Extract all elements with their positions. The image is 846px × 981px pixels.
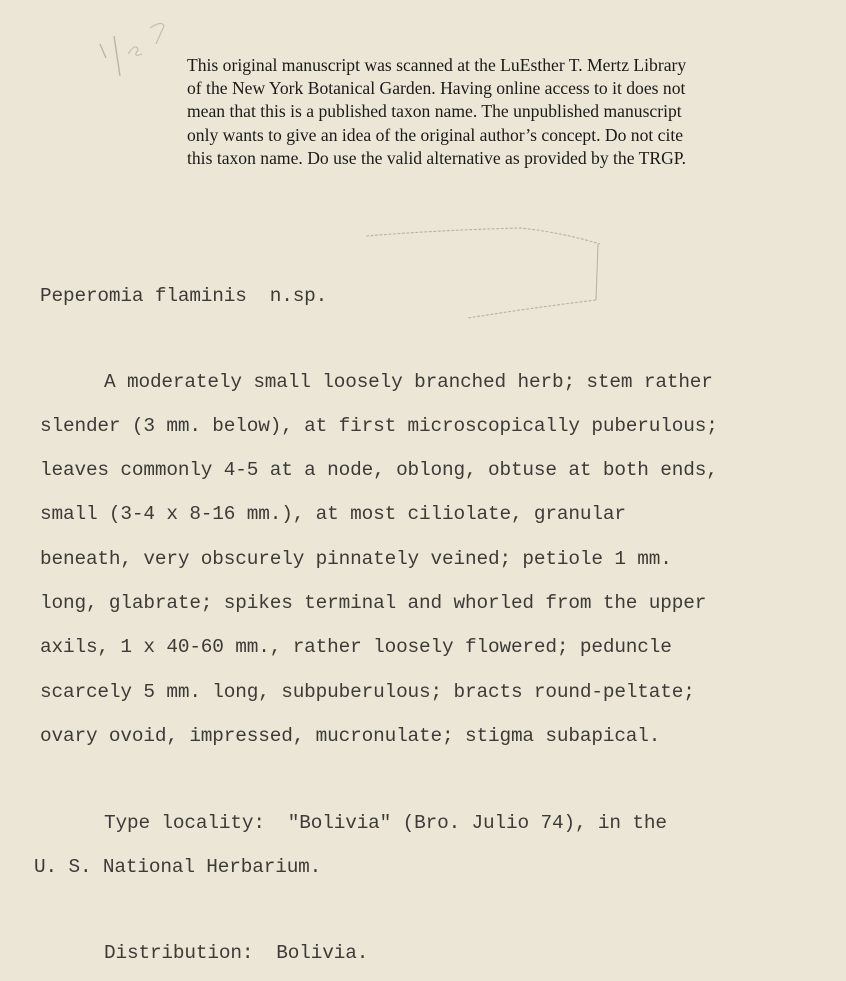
description-line: long, glabrate; spikes terminal and whorled from the upper xyxy=(40,592,707,614)
description-line: small (3-4 x 8-16 mm.), at most ciliolate, granular xyxy=(40,503,626,525)
description-line: beneath, very obscurely pinnately veined; petiole 1 mm. xyxy=(40,548,672,570)
description-line: slender (3 mm. below), at first microscopically puberulous; xyxy=(40,415,718,437)
library-scan-notice xyxy=(187,54,827,170)
description-line: axils, 1 x 40-60 mm., rather loosely flowered; peduncle xyxy=(40,636,672,658)
description-line: leaves commonly 4-5 at a node, oblong, obtuse at both ends, xyxy=(40,459,718,481)
distribution-line: Distribution: Bolivia. xyxy=(104,942,369,964)
type-locality-line: Type locality: "Bolivia" (Bro. Julio 74), in the xyxy=(104,812,667,834)
notice-line: This original manuscript was scanned at the LuEsther T. Mertz Library xyxy=(187,55,687,75)
notice-line: of the New York Botanical Garden. Having online access to it does not xyxy=(187,78,686,99)
pencil-annotation-mark xyxy=(92,14,182,94)
notice-line: mean that this is a published taxon name. The unpublished manuscript xyxy=(187,101,682,122)
notice-line: this taxon name. Do use the valid alternative as provided by the TRGP. xyxy=(187,147,687,168)
notice-line: only wants to give an idea of the original author’s concept. Do not cite xyxy=(187,124,684,145)
species-title: Peperomia flaminis n.sp. xyxy=(40,285,328,307)
description-line: ovary ovoid, impressed, mucronulate; stigma subapical. xyxy=(40,725,661,747)
pencil-bracket-mark xyxy=(360,218,610,328)
type-locality-line: U. S. National Herbarium. xyxy=(34,856,322,878)
description-line: A moderately small loosely branched herb; stem rather xyxy=(104,371,713,393)
description-line: scarcely 5 mm. long, subpuberulous; bracts round-peltate; xyxy=(40,681,695,703)
